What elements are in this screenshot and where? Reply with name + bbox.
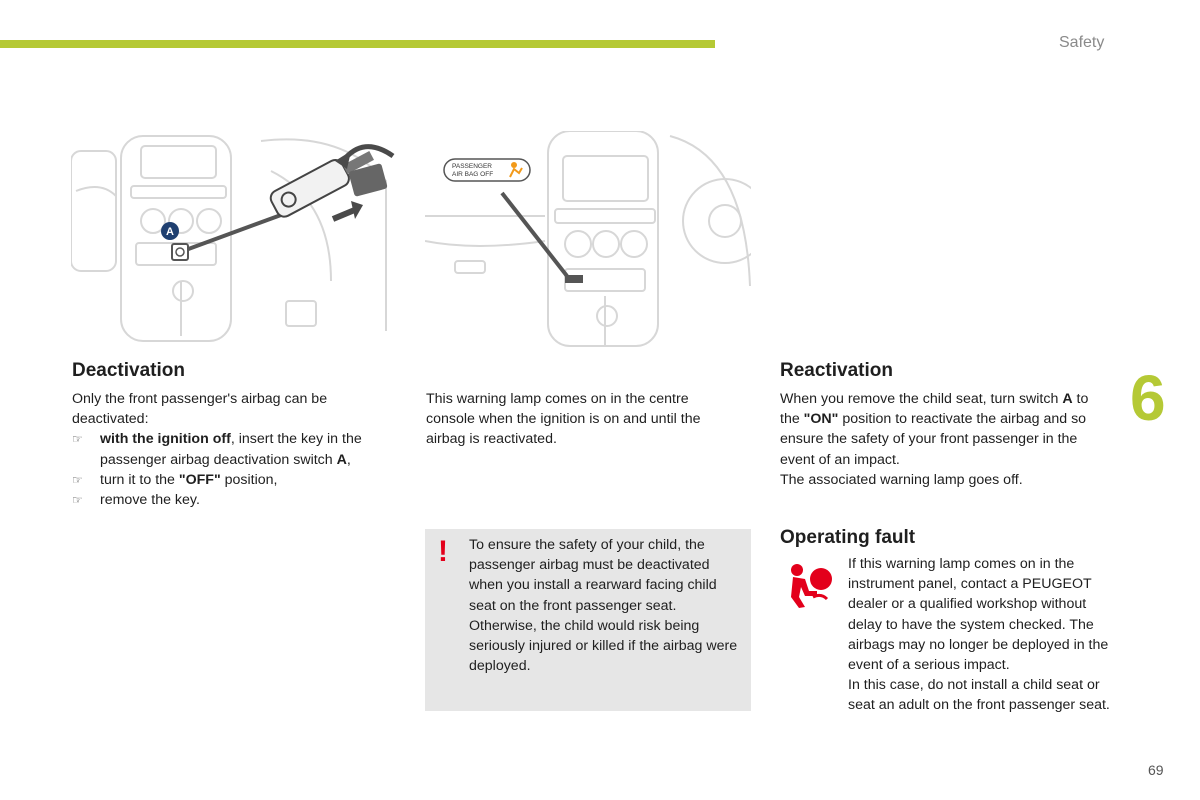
chapter-number: 6 [1130, 362, 1166, 434]
illustration-warning-lamp [425, 131, 751, 348]
list-item: ☞ with the ignition off, insert the key in the passenger airbag deactivation switch A, [72, 431, 362, 468]
lamp-description: This warning lamp comes on in the centre console when the ignition is on and until the airbag is reactivated. [426, 391, 701, 448]
switch-a-callout: A [166, 226, 174, 238]
page-number: 69 [1148, 762, 1164, 778]
section-title: Safety [1059, 34, 1105, 51]
reactivation-heading: Reactivation [780, 360, 893, 381]
airbag-warning-icon [783, 561, 835, 609]
safety-warning-box [425, 529, 751, 711]
list-item: ☞ remove the key. [72, 490, 392, 510]
reactivation-text: When you remove the child seat, turn switch A to the "ON" position to reactivate the airbag and so ensure the safety of your front passenger in the event of an impact. The associated warning lamp goes off. [780, 391, 1089, 488]
operating-fault-text: If this warning lamp comes on in the instrument panel, contact a PEUGEOT dealer or a qualified workshop without delay to have the system checked. The airbags may no longer be deployed in the event of a serious impact. In this case, do not install a child seat or seat an adult on the front passenger seat. [848, 556, 1110, 714]
list-item: ☞ turn it to the "OFF" position, [72, 470, 392, 490]
deactivation-heading: Deactivation [72, 360, 185, 381]
pointing-hand-icon: ☞ [72, 472, 83, 487]
section-accent-bar [0, 40, 715, 48]
safety-warning-text: To ensure the safety of your child, the passenger airbag must be deactivated when you install a rearward facing child seat on the front passenger seat. Otherwise, the child would risk being seriously injured or killed if the airbag were deployed. [469, 537, 738, 675]
deactivation-intro: Only the front passenger's airbag can be deactivated: [72, 391, 328, 428]
exclamation-icon: ! [438, 535, 448, 568]
deactivation-text [72, 389, 392, 510]
pointing-hand-icon: ☞ [72, 493, 83, 508]
operating-fault-heading: Operating fault [780, 527, 916, 548]
lamp-label-line2: AIR BAG OFF [452, 171, 494, 178]
lamp-label-line1: PASSENGER [452, 163, 492, 170]
pointing-hand-icon: ☞ [72, 432, 83, 447]
illustration-key-switch [71, 131, 397, 348]
